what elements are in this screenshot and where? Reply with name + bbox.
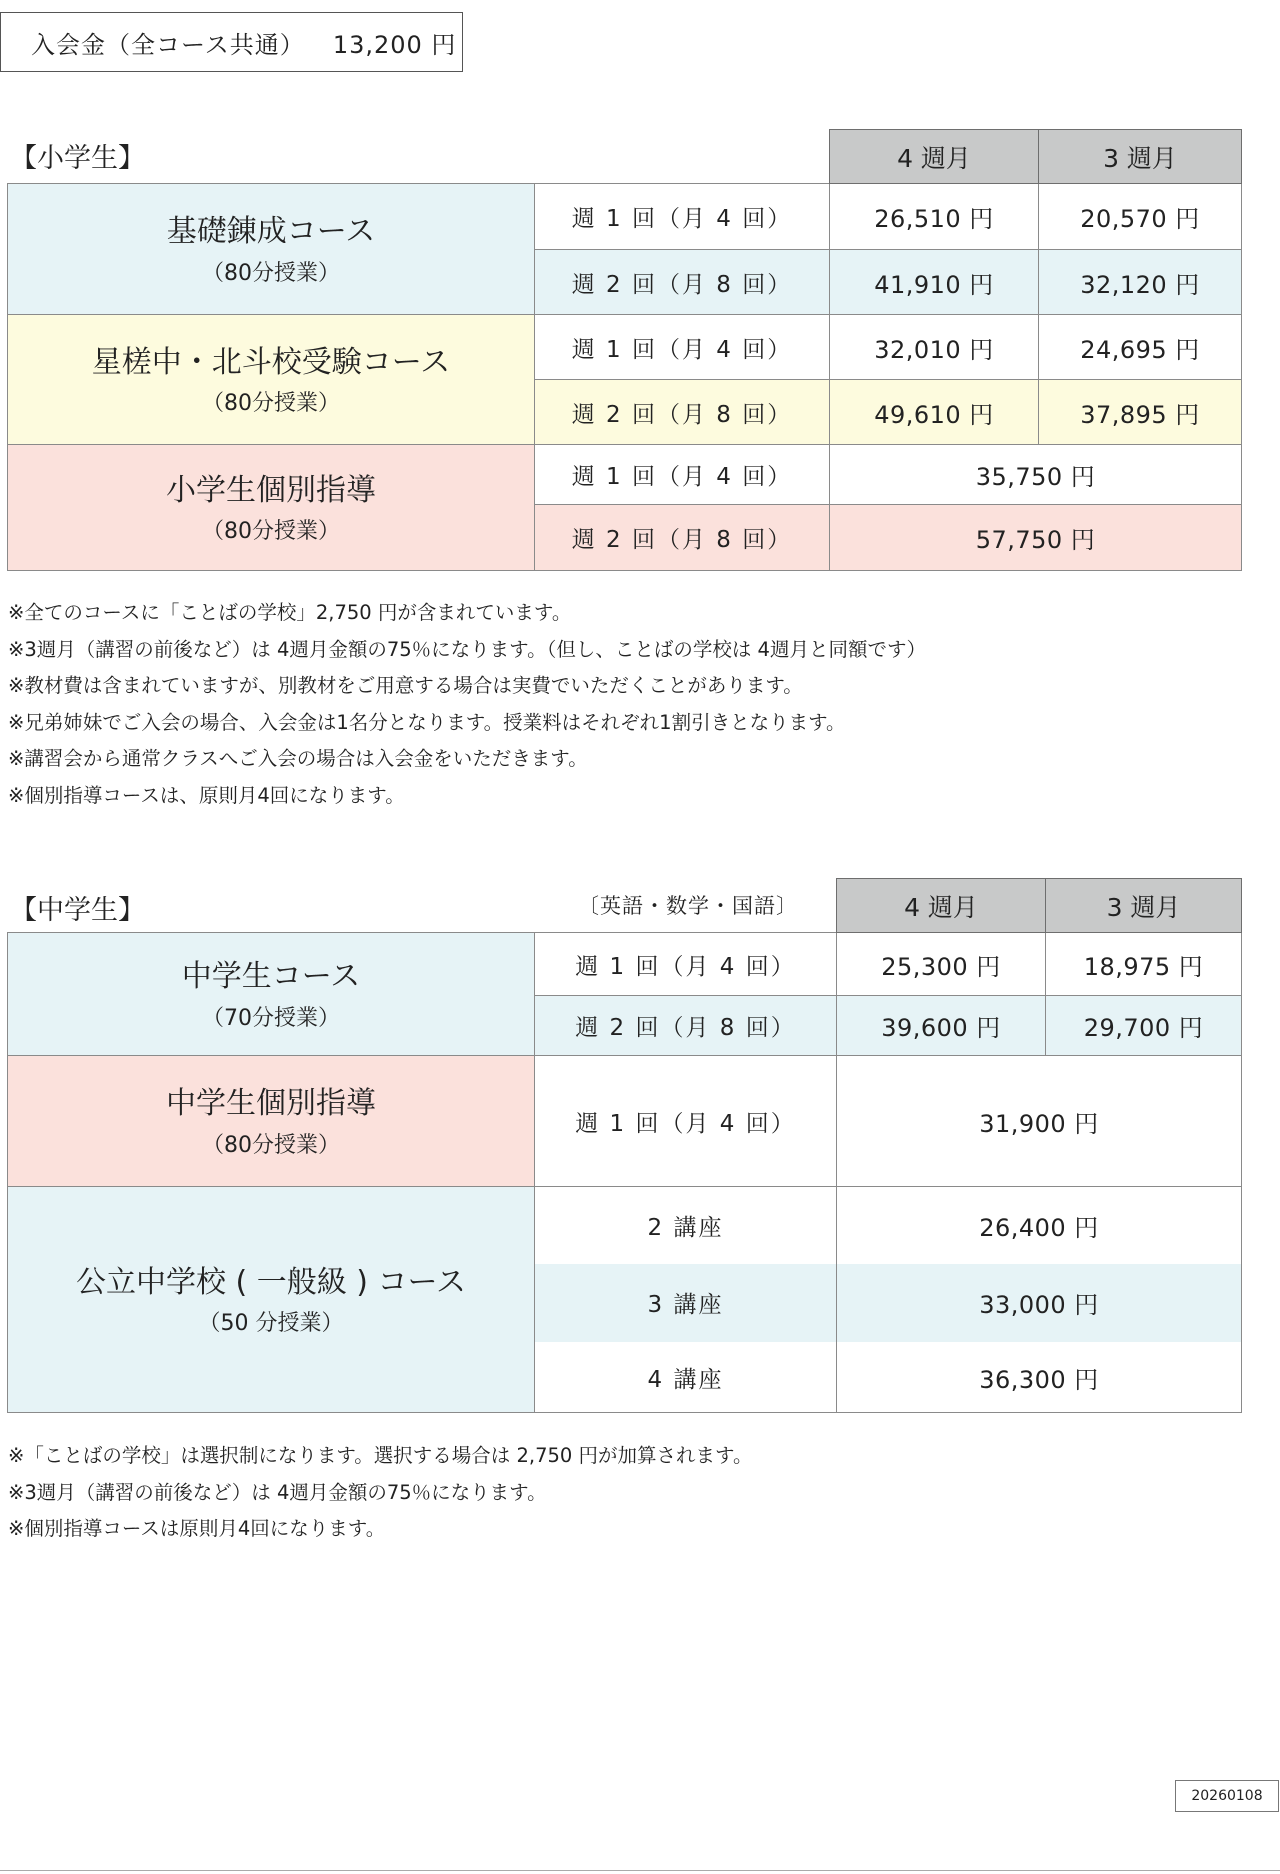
course-name: 中学生コース xyxy=(181,959,361,995)
price-4-week: 32,010 円 xyxy=(830,315,1039,380)
course-cell xyxy=(8,445,535,571)
note-line: ※全てのコースに「ことばの学校」2,750 円が含まれています。 xyxy=(8,601,572,624)
note-line: ※「ことばの学校」は選択制になります。選択する場合は 2,750 円が加算されます。 xyxy=(8,1444,753,1467)
price-3-week: 32,120 円 xyxy=(1039,250,1242,315)
course-cell xyxy=(8,933,535,1056)
schedule-cell: 週 1 回（月 4 回） xyxy=(535,1056,837,1187)
junior-price-table xyxy=(7,878,1242,1413)
price-4-week: 49,610 円 xyxy=(830,380,1039,445)
schedule-cell: 週 1 回（月 4 回） xyxy=(535,445,830,505)
course-duration: （80分授業） xyxy=(202,519,340,545)
course-duration: （50 分授業） xyxy=(198,1311,344,1337)
header-4-week: 4 週月 xyxy=(837,879,1046,933)
course-name: 基礎錬成コース xyxy=(166,214,376,250)
elementary-header-row xyxy=(8,130,1242,184)
price-4-week: 41,910 円 xyxy=(830,250,1039,315)
price-3-week: 24,695 円 xyxy=(1039,315,1242,380)
junior-notes xyxy=(8,1438,752,1548)
course-duration: （80分授業） xyxy=(202,260,340,286)
entry-fee-label: 入会金（全コース共通） xyxy=(31,30,305,59)
course-name: 中学生個別指導 xyxy=(166,1086,376,1122)
schedule-cell: 週 2 回（月 8 回） xyxy=(535,996,837,1056)
header-3-week: 3 週月 xyxy=(1039,130,1242,184)
entry-fee-amount: 13,200 円 xyxy=(332,30,457,59)
schedule-cell: 週 1 回（月 4 回） xyxy=(535,184,830,250)
price-3-week: 20,570 円 xyxy=(1039,184,1242,250)
course-duration: （80分授業） xyxy=(202,1132,340,1158)
schedule-cell: 週 2 回（月 8 回） xyxy=(535,505,830,571)
price-4-week: 25,300 円 xyxy=(837,933,1046,996)
table-row xyxy=(8,315,1242,380)
price-cell: 57,750 円 xyxy=(830,505,1242,571)
course-name: 小学生個別指導 xyxy=(166,472,376,508)
document-code: 20260108 xyxy=(1175,1780,1279,1812)
table-row xyxy=(8,184,1242,250)
junior-header-row xyxy=(8,879,1242,933)
price-4-week: 26,510 円 xyxy=(830,184,1039,250)
course-cell xyxy=(8,315,535,445)
header-4-week: 4 週月 xyxy=(830,130,1039,184)
header-spacer xyxy=(8,879,535,933)
table-row xyxy=(8,1187,1242,1264)
note-line: ※3週月（講習の前後など）は 4週月金額の75％になります。（但し、ことばの学校は 4週月と同額です） xyxy=(8,637,926,661)
note-line: ※教材費は含まれていますが、別教材をご用意する場合は実費でいただくことがあります。 xyxy=(8,674,803,697)
schedule-cell: 週 2 回（月 8 回） xyxy=(535,250,830,315)
junior-section-title: 【中学生】 xyxy=(10,895,145,926)
price-cell: 36,300 円 xyxy=(837,1342,1242,1413)
schedule-cell: 2 講座 xyxy=(535,1187,837,1264)
course-cell xyxy=(8,184,535,315)
entry-fee-box xyxy=(0,12,463,72)
price-cell: 33,000 円 xyxy=(837,1264,1242,1342)
price-cell: 31,900 円 xyxy=(837,1056,1242,1187)
table-row xyxy=(8,1056,1242,1187)
course-cell xyxy=(8,1187,535,1413)
course-name: 公立中学校 ( 一般級 ) コース xyxy=(75,1264,467,1300)
price-cell: 26,400 円 xyxy=(837,1187,1242,1264)
price-3-week: 37,895 円 xyxy=(1039,380,1242,445)
schedule-cell: 週 1 回（月 4 回） xyxy=(535,315,830,380)
price-3-week: 29,700 円 xyxy=(1046,996,1242,1056)
note-line: ※個別指導コースは原則月4回になります。 xyxy=(8,1517,386,1540)
note-line: ※個別指導コースは、原則月4回になります。 xyxy=(8,783,405,807)
note-line: ※兄弟姉妹でご入会の場合、入会金は1名分となります。授業料はそれぞれ1割引きとなります。 xyxy=(8,710,846,734)
note-line: ※講習会から通常クラスへご入会の場合は入会金をいただきます。 xyxy=(8,747,588,770)
elementary-price-table xyxy=(7,129,1242,571)
note-line: ※3週月（講習の前後など）は 4週月金額の75％になります。 xyxy=(8,1480,547,1504)
schedule-cell: 4 講座 xyxy=(535,1342,837,1413)
elementary-notes xyxy=(8,595,926,814)
course-duration: （80分授業） xyxy=(202,391,340,417)
bottom-divider xyxy=(0,1870,1280,1871)
schedule-cell: 週 2 回（月 8 回） xyxy=(535,380,830,445)
table-row xyxy=(8,445,1242,505)
course-duration: （70分授業） xyxy=(202,1005,340,1031)
price-3-week: 18,975 円 xyxy=(1046,933,1242,996)
price-cell: 35,750 円 xyxy=(830,445,1242,505)
table-row xyxy=(8,933,1242,996)
course-cell xyxy=(8,1056,535,1187)
course-name: 星槎中・北斗校受験コース xyxy=(91,344,451,380)
schedule-cell: 3 講座 xyxy=(535,1264,837,1342)
elementary-section-title: 【小学生】 xyxy=(10,143,145,174)
header-spacer xyxy=(8,130,830,184)
subjects-label: 〔英語・数学・国語〕 xyxy=(578,894,798,919)
schedule-cell: 週 1 回（月 4 回） xyxy=(535,933,837,996)
header-3-week: 3 週月 xyxy=(1046,879,1242,933)
price-4-week: 39,600 円 xyxy=(837,996,1046,1056)
